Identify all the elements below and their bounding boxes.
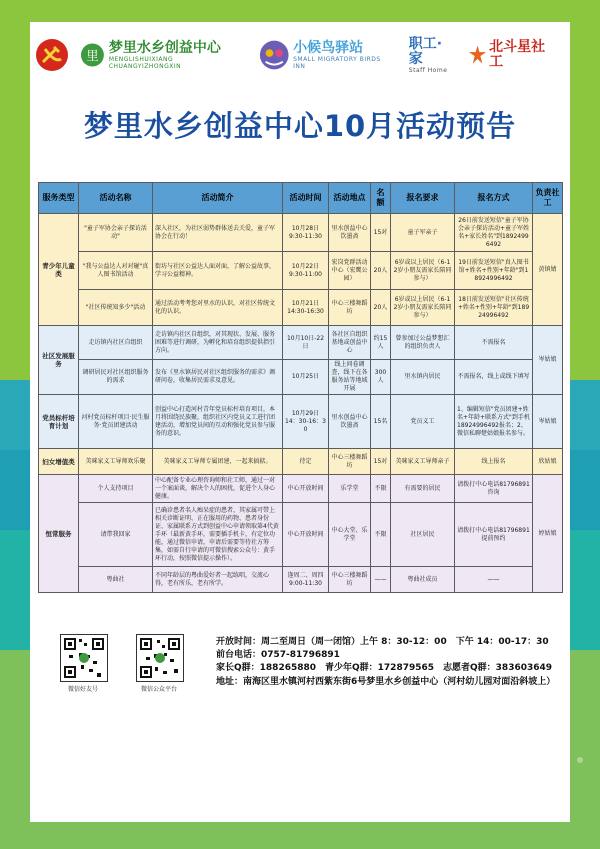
category-party: 党员标杆培育计划 <box>39 395 79 449</box>
cell-time: 10月28日 9:30-11:30 <box>283 214 329 252</box>
cell-intro: 走访镇内社区自组织，对其现状、发展、服务困难等进行调研，为孵化和培育组织提供指引方向。 <box>153 326 283 360</box>
activity-table <box>38 182 563 593</box>
cell-quota: 15名 <box>371 395 391 449</box>
cell-method: 26日前发送短信"童子军协会亲子探访活动+童子军姓名+家长姓名"到18924996492 <box>455 214 533 252</box>
header-service-type: 服务类型 <box>39 183 79 214</box>
cell-intro: 深入社区，为社区弱势群体送去关爱，童子军协会在行动！ <box>153 214 283 252</box>
cell-place: 中心三楼舞蹈坊 <box>329 290 371 326</box>
table-row <box>39 449 563 475</box>
logo-strip <box>34 30 566 80</box>
header-activity-intro: 活动简介 <box>153 183 283 214</box>
inn-logo-name: 小候鸟驿站 <box>293 39 364 56</box>
footer-qq-groups: 家长Q群：188265880 青少年Q群：172879565 志愿者Q群：383603649 <box>216 663 553 674</box>
cell-intro: 创益中心打造河村青年党员标杆培育项目，本月将围绕民族聚，组织社区内党员义工进行团建活动，增加党员间的互动和强化党员参与服务的意识。 <box>153 395 283 449</box>
table-row <box>39 360 563 395</box>
footer-phone: 前台电话：0757-81796891 <box>216 650 340 661</box>
cell-staff: 黄镇婧 <box>533 214 563 326</box>
svg-text:里: 里 <box>86 47 99 63</box>
category-women: 妇女增值类 <box>39 449 79 475</box>
footer-address: 地址：南海区里水镇河村西紫东街6号梦里水乡创益中心（河村幼儿园对面沿斜坡上） <box>216 676 556 687</box>
cell-requirement: 党员义工 <box>391 395 455 449</box>
cell-time: 待定 <box>283 449 329 475</box>
beidou-star-icon <box>468 43 487 67</box>
cell-quota: 约15人 <box>371 326 391 360</box>
cell-intro: 已确诊患者名人痴呆症的患者，其家属可带上相关诊断证明、正在服用的药物、患者身份证、家属联系方式到创益中心申请领取第4代黄手环（最新黄手环，需要插手机卡，有定位功能，通过微信申请，申请后需要等待社方筹集，如需自行申请的可微信搜索公众号：黄手环行动，按照微信提示操作）。 <box>153 503 283 567</box>
table-row <box>39 395 563 449</box>
wechat-friend-qr-icon[interactable] <box>60 634 108 682</box>
footer-hours: 开放时间：周二至周日（周一闭馆）上午 8：30-12：00 下午 14：00-17：30 <box>216 637 549 647</box>
mengli-logo <box>80 41 242 70</box>
cell-intro: 街坊与社区公益达人面对面，了解公益故事，学习公益精神。 <box>153 252 283 290</box>
cell-method: 19日前发送短信"真人图书馆+姓名+性别+年龄"到18924996492 <box>455 252 533 290</box>
inn-logo <box>258 38 391 72</box>
cell-quota: 15对 <box>371 214 391 252</box>
table-row <box>39 567 563 593</box>
cell-name: "童子军协会亲子探访活动" <box>79 214 153 252</box>
header-activity-name: 活动名称 <box>79 183 153 214</box>
mengli-logo-sub: MENGLISHUIXIANG CHUANGYIZHONGXIN <box>108 55 182 70</box>
cell-method: 不需报名 <box>455 326 533 360</box>
cell-requirement: 有需要的居民 <box>391 475 455 503</box>
cell-place: 中心三楼舞蹈坊 <box>329 567 371 593</box>
header-quota: 名额 <box>371 183 391 214</box>
cell-requirement: 美咪家义工导师亲子 <box>391 449 455 475</box>
cell-place: 里水创益中心饮墨斋 <box>329 214 371 252</box>
category-community: 社区发展服务 <box>39 326 79 395</box>
cell-method: 线上报名 <box>455 449 533 475</box>
cell-intro: 美咪家义工导师专属团建，一起来搞掂。 <box>153 449 283 475</box>
cell-place: 中心三楼舞蹈坊 <box>329 449 371 475</box>
staff-logo <box>409 37 454 74</box>
cell-name: 调研居民对社区组织服务的需求 <box>79 360 153 395</box>
cell-quota: 15对 <box>371 449 391 475</box>
cell-time: 10月21日 14:30-16:30 <box>283 290 329 326</box>
qr1-label: 微信好友号 <box>67 686 98 693</box>
cell-method: 18日前发送短信"社区传统+姓名+性别+年龄"到18924996492 <box>455 290 533 326</box>
party-emblem-icon <box>34 37 70 73</box>
cell-name: 美咪家义工导师欢乐聚 <box>79 449 153 475</box>
footer-info <box>216 636 562 689</box>
cell-method: 不需报名，线上或线下填写 <box>455 360 533 395</box>
cell-name: 河村党员标杆项目·民生服务·党员团建活动 <box>79 395 153 449</box>
cell-name: 个人支持项目 <box>79 475 153 503</box>
qr2-label: 微信公众平台 <box>140 686 177 693</box>
cell-method: 请拨打中心电话81796891咨询 <box>455 475 533 503</box>
mengli-logo-icon <box>80 42 105 68</box>
cell-method: —— <box>455 567 533 593</box>
cell-name: 粤曲社 <box>79 567 153 593</box>
cell-name: 请带我回家 <box>79 503 153 567</box>
cell-staff: 岑姑娘 <box>533 326 563 395</box>
cell-time: 10月22日 9:30-11:00 <box>283 252 329 290</box>
cell-staff: 岑姑娘 <box>533 395 563 449</box>
inn-logo-sub: SMALL MIGRATORY BIRDS INN <box>293 55 381 70</box>
staff-logo-sub: Staff Home <box>408 66 448 74</box>
bird-icon <box>258 38 290 72</box>
cell-intro: 通过活动考考您对里水的认识，对社区传统文化的认识。 <box>153 290 283 326</box>
category-kids: 青少年儿童类 <box>39 214 79 326</box>
cell-place: 中心大堂、乐学堂 <box>329 503 371 567</box>
cell-time: 10月25日 <box>283 360 329 395</box>
table-row <box>39 326 563 360</box>
cell-intro: 中心配备专业心理咨询师和社工师，通过一对一个案面谈，解决个人的困扰，促进个人身心健康。 <box>153 475 283 503</box>
header-social-worker: 负责社工 <box>533 183 563 214</box>
header-signup-method: 报名方式 <box>455 183 533 214</box>
cell-quota: 20人 <box>371 290 391 326</box>
cell-quota: 不限 <box>371 475 391 503</box>
mengli-logo-name: 梦里水乡创益中心 <box>108 39 221 56</box>
category-elderly: 恒常服务 <box>39 475 79 593</box>
cell-time: 中心开放时间 <box>283 475 329 503</box>
cell-time: 中心开放时间 <box>283 503 329 567</box>
cell-requirement: 粤曲社成员 <box>391 567 455 593</box>
table-row <box>39 475 563 503</box>
table-row <box>39 252 563 290</box>
table-row <box>39 214 563 252</box>
cell-intro: 发布《里水镇居民对社区组织服务的需求》调研问卷，收集居民需求及意见。 <box>153 360 283 395</box>
cell-name: 走访镇内社区自组织 <box>79 326 153 360</box>
cell-place: 里水创益中心饮墨斋 <box>329 395 371 449</box>
cell-name: "社区传统知多少"活动 <box>79 290 153 326</box>
table-row <box>39 290 563 326</box>
cell-requirement: 6岁或以上居民（6-12岁小朋友需家长陪同参与） <box>391 290 455 326</box>
cell-requirement: 里水镇内居民 <box>391 360 455 395</box>
beidou-logo-name: 北斗星社工 <box>489 39 546 70</box>
cell-time: 10月10日-22日 <box>283 326 329 360</box>
cell-requirement: 童子军亲子 <box>391 214 455 252</box>
cell-quota: 20人 <box>371 252 391 290</box>
cell-quota: —— <box>371 567 391 593</box>
cell-time: 逢周二、周四9:00-11:30 <box>283 567 329 593</box>
cell-requirement: 社区居民 <box>391 503 455 567</box>
cell-name: "我与公益达人对对碰"真人图书馆活动 <box>79 252 153 290</box>
cell-place: 各社区自组织基地或创益中心 <box>329 326 371 360</box>
header-activity-place: 活动地点 <box>329 183 371 214</box>
page-title: 梦里水乡创益中心10月活动预告 <box>83 109 517 143</box>
staff-logo-name: 职工·家 <box>408 35 443 67</box>
cell-intro: 不同年龄层的粤曲爱好者一起练唱，交流心得，老有所乐，老有所学。 <box>153 567 283 593</box>
cell-place: 线上问卷调查，线下在各服务站等地域开展 <box>329 360 371 395</box>
cell-place: 宏岗党群活动中心（宏鹰公园） <box>329 252 371 290</box>
table-header-row <box>39 183 563 214</box>
cell-place: 乐学堂 <box>329 475 371 503</box>
cell-method: 1、编辑短信"党员团建+姓名+年龄+联系方式"到手机18924996492报名；2、微信私聊楚姑娘报名参与。 <box>455 395 533 449</box>
cell-quota: 不限 <box>371 503 391 567</box>
cell-staff: 婷姑娘 <box>533 475 563 593</box>
wechat-official-qr-icon[interactable] <box>136 634 184 682</box>
beidou-logo <box>468 40 556 70</box>
cell-method: 请拨打中心电话81796891提前预约 <box>455 503 533 567</box>
cell-time: 10月29日 14：30-16：30 <box>283 395 329 449</box>
cell-quota: 300人 <box>371 360 391 395</box>
table-row <box>39 503 563 567</box>
cell-requirement: 曾参加过公益梦想汇的组织负责人 <box>391 326 455 360</box>
footer <box>38 632 562 722</box>
header-requirement: 报名要求 <box>391 183 455 214</box>
cell-staff: 欣姑娘 <box>533 449 563 475</box>
header-activity-time: 活动时间 <box>283 183 329 214</box>
cell-requirement: 6岁或以上居民（6-12岁小朋友需家长陪同参与） <box>391 252 455 290</box>
